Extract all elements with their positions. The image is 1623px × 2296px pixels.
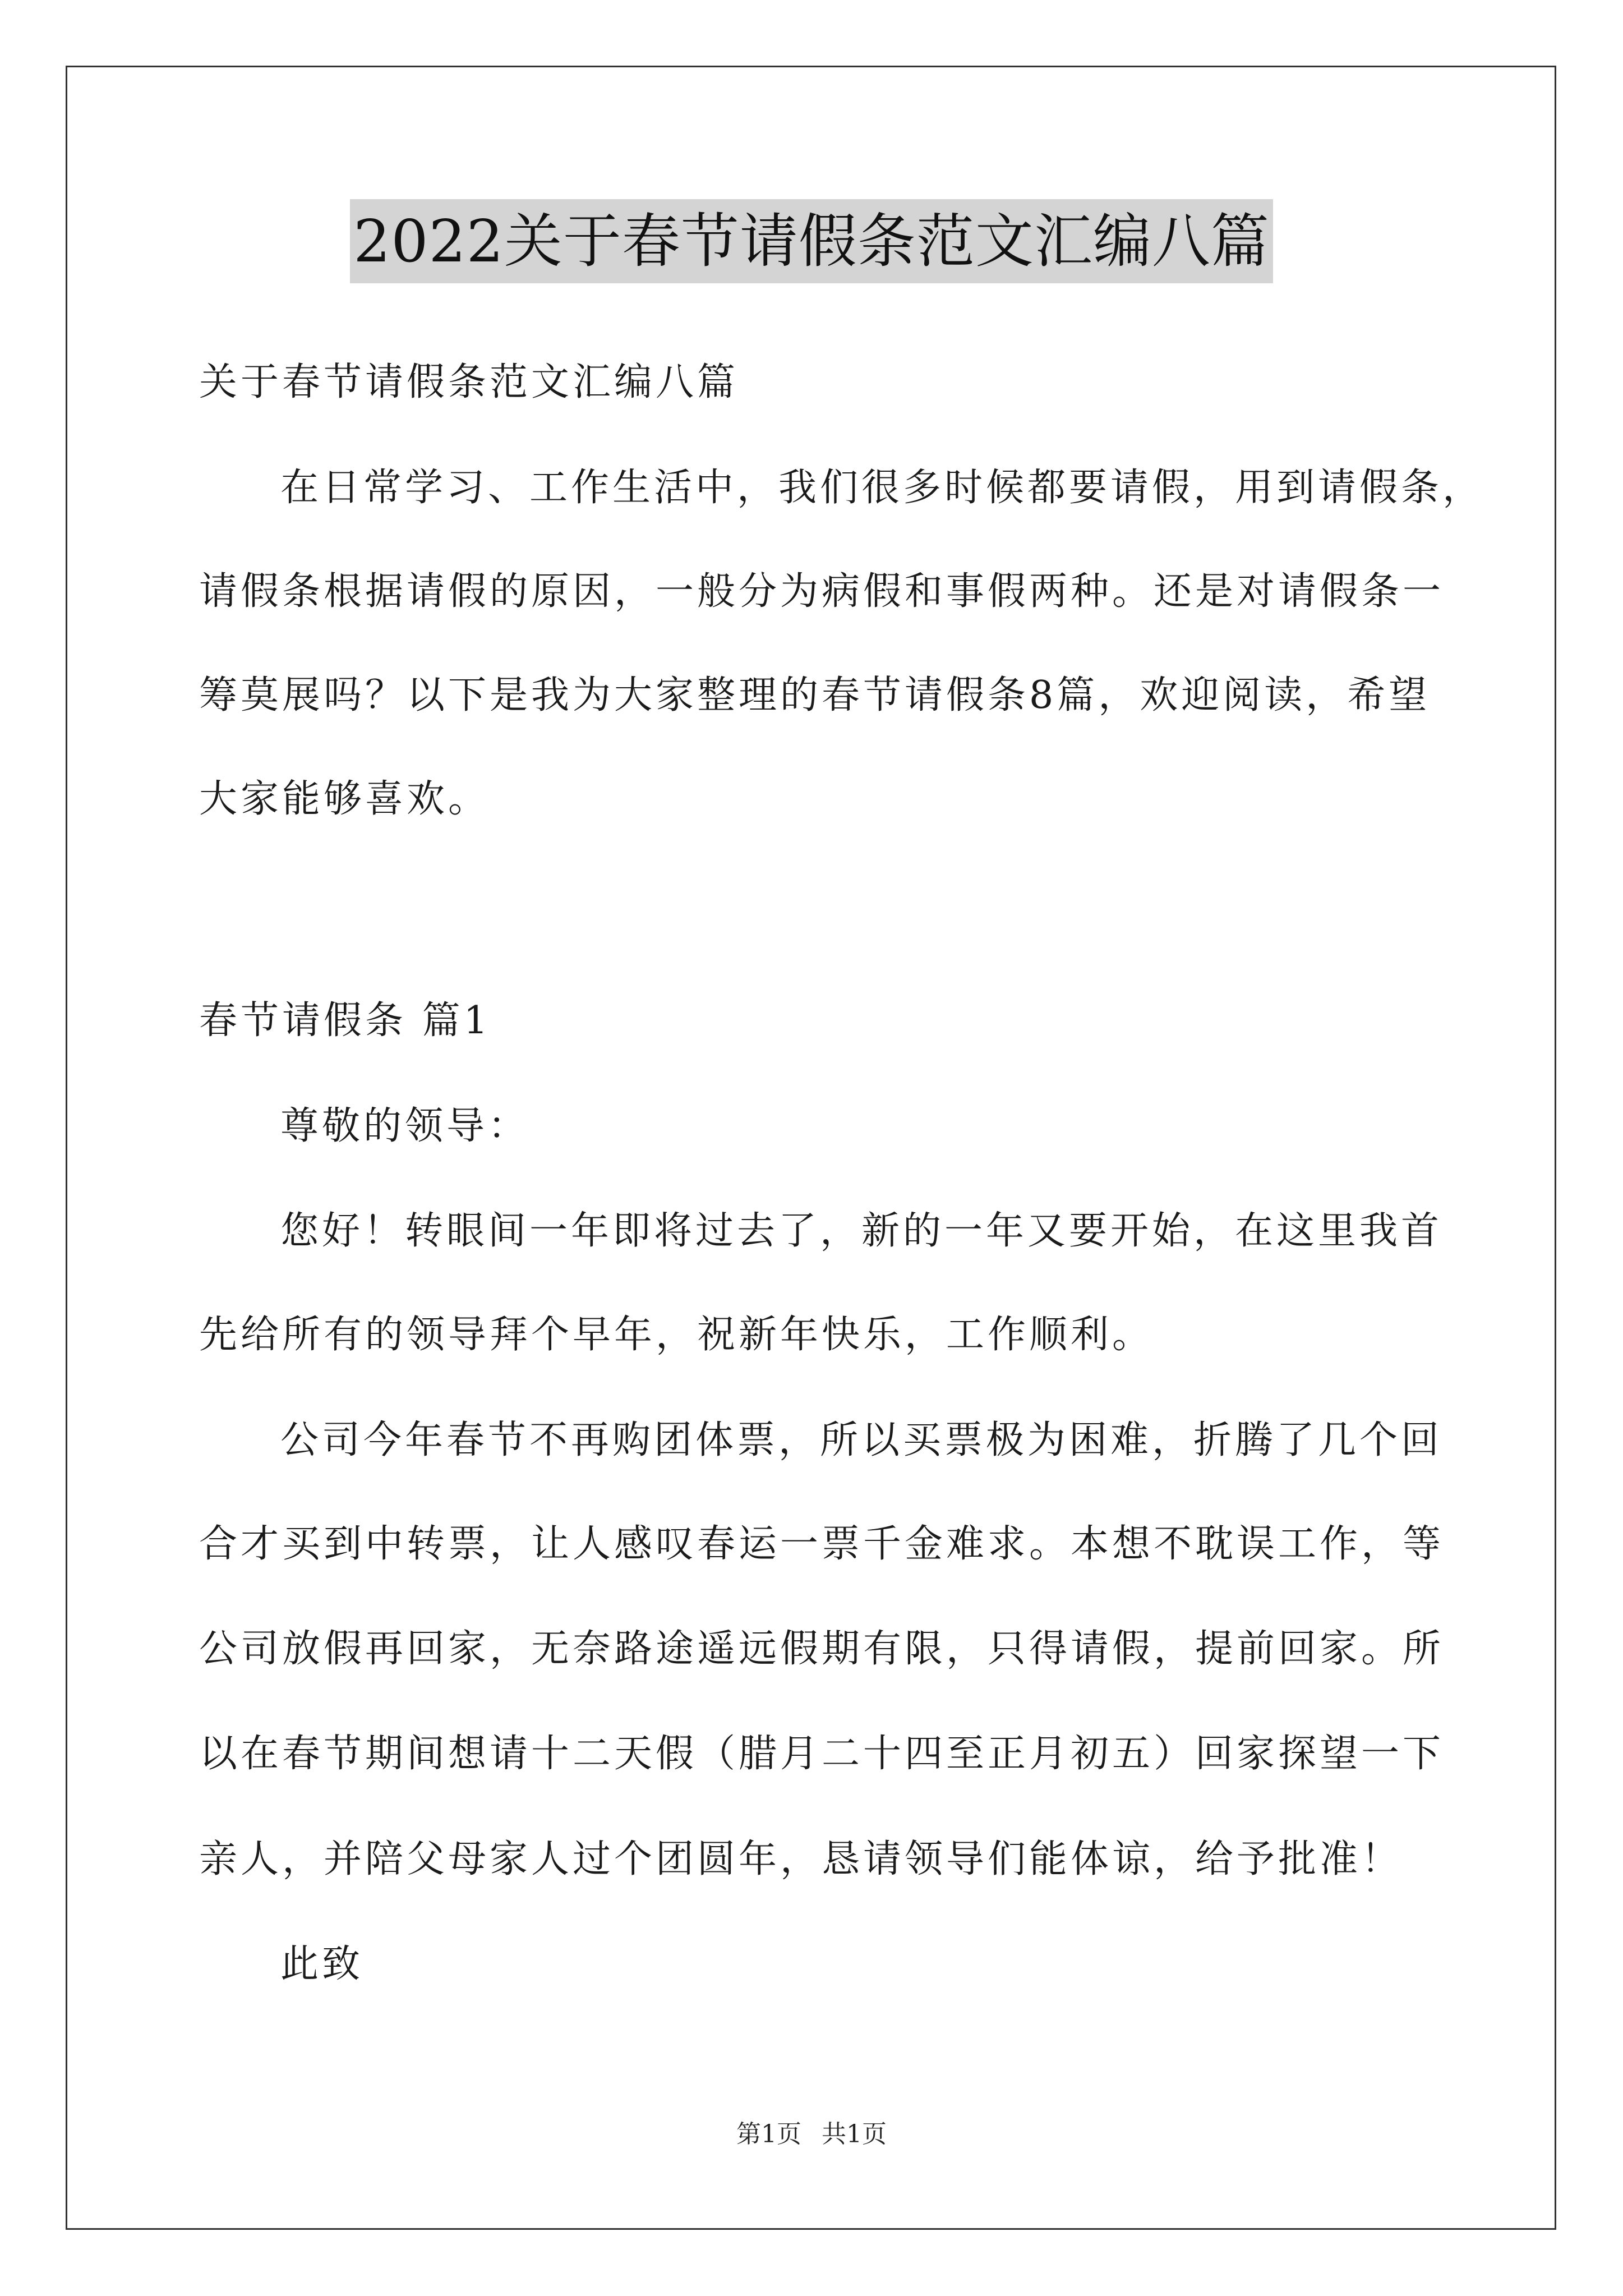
salutation: 尊敬的领导：: [280, 1104, 530, 1148]
closing-line: 此致: [280, 1942, 364, 1986]
body-line-7: 亲人，并陪父母家人过个团圆年，恳请领导们能体谅，给予批准！: [199, 1837, 1403, 1881]
body-line-3: 公司今年春节不再购团体票，所以买票极为困难，折腾了几个回: [280, 1418, 1443, 1462]
title-container: [0, 199, 1623, 283]
body-line-4: 合才买到中转票，让人感叹春运一票千金难求。本想不耽误工作，等: [199, 1522, 1445, 1566]
intro-line-3: 筹莫展吗？以下是我为大家整理的春节请假条8篇，欢迎阅读，希望: [199, 673, 1431, 717]
body-line-1: 您好！转眼间一年即将过去了，新的一年又要开始，在这里我首: [280, 1209, 1443, 1253]
body-line-6: 以在春节期间想请十二天假（腊月二十四至正月初五）回家探望一下: [199, 1732, 1445, 1776]
body-line-5: 公司放假再回家，无奈路途遥远假期有限，只得请假，提前回家。所: [199, 1627, 1445, 1671]
page-footer: [0, 2118, 1623, 2151]
intro-line-2: 请假条根据请假的原因，一般分为病假和事假两种。还是对请假条一: [199, 569, 1445, 614]
body-line-2: 先给所有的领导拜个早年，祝新年快乐，工作顺利。: [199, 1313, 1154, 1357]
page-number: 第1页: [736, 2120, 801, 2148]
intro-line-1: 在日常学习、工作生活中，我们很多时候都要请假，用到请假条，: [280, 466, 1484, 510]
document-title: 2022关于春节请假条范文汇编八篇: [350, 199, 1273, 283]
subtitle-line: 关于春节请假条范文汇编八篇: [199, 360, 739, 404]
section-heading: 春节请假条 篇1: [199, 999, 491, 1043]
intro-line-4: 大家能够喜欢。: [199, 777, 490, 821]
page-total: 共1页: [822, 2120, 887, 2148]
